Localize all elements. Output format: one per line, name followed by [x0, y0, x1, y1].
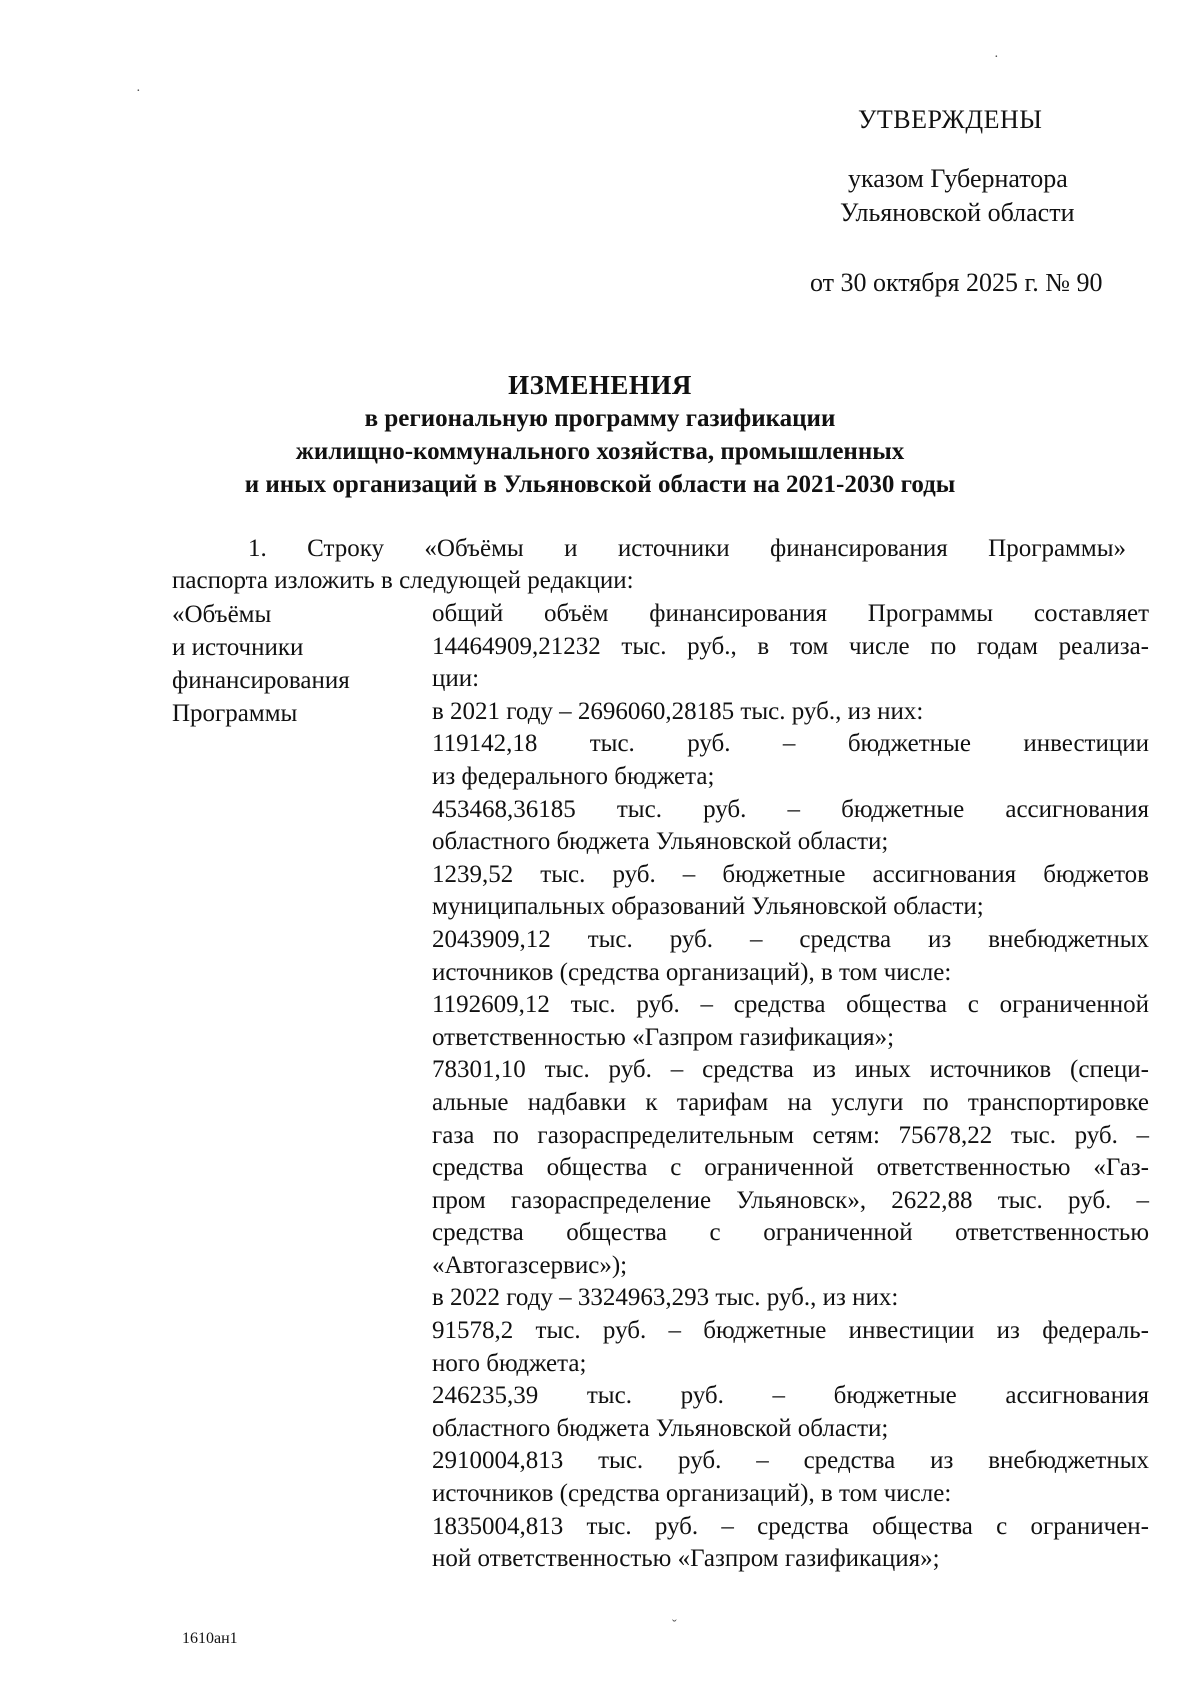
row-label-line-3: финансирования [172, 667, 350, 694]
row-label-line-4: Программы [172, 700, 298, 727]
content-line: муниципальных образований Ульяновской области; [432, 893, 984, 921]
content-line: в 2021 году – 2696060,28185 тыс. руб., из них: [432, 697, 924, 725]
content-line: 246235,39 тыс. руб. – бюджетные ассигнования [432, 1382, 1149, 1410]
content-line: в 2022 году – 3324963,293 тыс. руб., из них: [432, 1284, 899, 1312]
content-line: источников (средства организаций), в том числе: [432, 958, 952, 986]
content-line: средства общества с ограниченной ответственностью «Газ- [432, 1154, 1149, 1182]
scan-speck: ˇ [672, 1618, 677, 1633]
document-title: ИЗМЕНЕНИЯ [508, 370, 692, 400]
content-line: 453468,36185 тыс. руб. – бюджетные ассигнования [432, 795, 1149, 823]
content-line: 119142,18 тыс. руб. – бюджетные инвестиции [432, 730, 1149, 758]
approval-date: от 30 октября 2025 г. № 90 [810, 268, 1103, 297]
row-content [432, 598, 1149, 1576]
content-line: средства общества с ограниченной ответственностью [432, 1219, 1149, 1247]
content-line: 91578,2 тыс. руб. – бюджетные инвестиции из федераль- [432, 1317, 1149, 1345]
row-label-line-1: «Объёмы [172, 601, 272, 628]
row-label-line-2: и источники [172, 634, 304, 661]
content-line: источников (средства организаций), в том числе: [432, 1480, 952, 1508]
row-label [172, 598, 422, 730]
approval-line-2: Ульяновской области [840, 198, 1075, 227]
scan-speck: · [994, 50, 999, 65]
intro-line-1: 1. Строку «Объёмы и источники финансирования Программы» [248, 535, 1126, 562]
content-line: 1239,52 тыс. руб. – бюджетные ассигнования бюджетов [432, 860, 1149, 888]
content-line: ной ответственностью «Газпром газификация»; [432, 1545, 940, 1573]
approval-title: УТВЕРЖДЕНЫ [858, 105, 1043, 134]
footer-code: 1610ан1 [182, 1630, 238, 1647]
content-line: 78301,10 тыс. руб. – средства из иных источников (специ- [432, 1056, 1149, 1084]
content-line: «Автогазсервис»); [432, 1251, 628, 1279]
content-line: 2910004,813 тыс. руб. – средства из внебюджетных [432, 1447, 1149, 1475]
document-subtitle-line-2: жилищно-коммунального хозяйства, промышленных [295, 438, 905, 465]
content-line: областного бюджета Ульяновской области; [432, 1414, 889, 1442]
content-line: общий объём финансирования Программы составляет [432, 600, 1149, 627]
content-line: областного бюджета Ульяновской области; [432, 828, 889, 856]
content-line: ответственностью «Газпром газификация»; [432, 1023, 895, 1051]
content-line: ного бюджета; [432, 1349, 587, 1377]
scan-speck: · [136, 84, 141, 99]
document-subtitle-line-3: и иных организаций в Ульяновской области на 2021-2030 годы [244, 471, 956, 498]
content-line: из федерального бюджета; [432, 762, 715, 790]
content-line: 1835004,813 тыс. руб. – средства общества с ограничен- [432, 1512, 1149, 1540]
content-line: газа по газораспределительным сетям: 75678,22 тыс. руб. – [432, 1121, 1149, 1149]
content-line: ции: [432, 665, 480, 693]
document-subtitle-line-1: в региональную программу газификации [364, 405, 836, 432]
intro-line-2: паспорта изложить в следующей редакции: [172, 567, 634, 594]
content-line: 2043909,12 тыс. руб. – средства из внебюджетных [432, 925, 1149, 953]
content-line: 1192609,12 тыс. руб. – средства общества с ограниченной [432, 991, 1149, 1019]
approval-line-1: указом Губернатора [848, 164, 1068, 193]
content-line: 14464909,21232 тыс. руб., в том числе по годам реализа- [432, 632, 1149, 660]
content-line: альные надбавки к тарифам на услуги по транспортировке [432, 1088, 1149, 1116]
content-line: пром газораспределение Ульяновск», 2622,88 тыс. руб. – [432, 1186, 1149, 1214]
